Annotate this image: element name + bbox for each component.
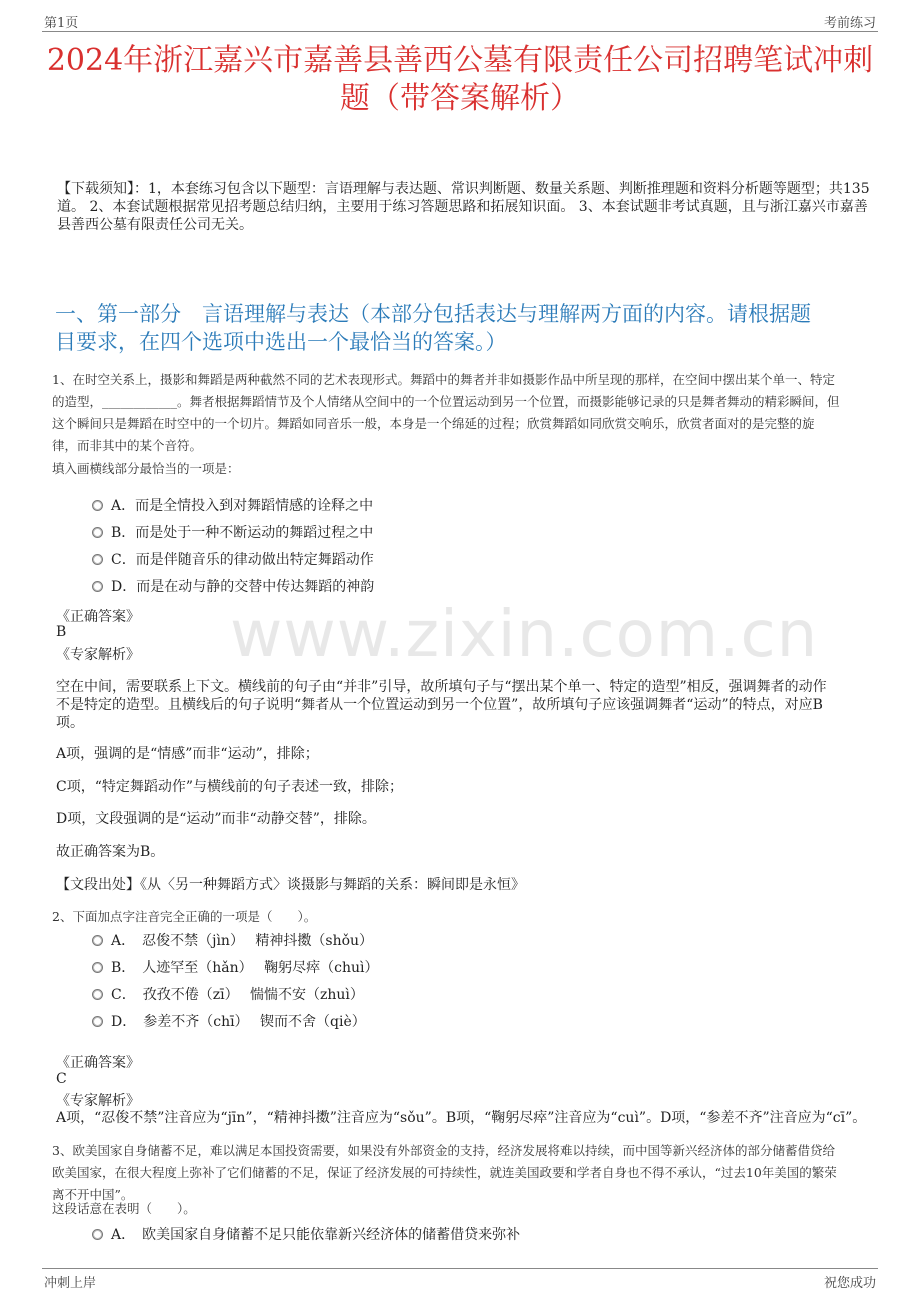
q1-option-a[interactable] [92, 495, 373, 515]
q1-stem-line-2: 的造型，____________。舞者根据舞蹈情节及个人情绪从空间中的一个位置运动到另一个位置，而摄影能够记录的只是舞者舞动的精彩瞬间，但 [52, 394, 840, 409]
q1-analysis-line-2: 不是特定的造型。且横线后的句子说明“舞者从一个位置运动到另一个位置”，故所填句子应该强调舞者“运动”的特点，对应B [56, 697, 823, 713]
q1-conclusion: 故正确答案为B。 [56, 844, 165, 860]
q1-option-a-label: A．而是全情投入到对舞蹈情感的诠释之中 [111, 498, 374, 514]
q1-stem [52, 369, 872, 457]
q1-option-c-label: C．而是伴随音乐的律动做出特定舞蹈动作 [111, 552, 374, 568]
q3-stem-line-1: 3、欧美国家自身储蓄不足，难以满足本国投资需要，如果没有外部资金的支持，经济发展将难以持续，而中国等新兴经济体的部分储蓄借贷给 [52, 1143, 835, 1158]
footer-right: 祝您成功 [823, 1276, 876, 1291]
footer-left: 冲刺上岸 [44, 1276, 97, 1291]
title-line-2: 题（带答案解析） [340, 81, 580, 116]
section-heading [55, 300, 870, 356]
radio-icon[interactable] [92, 935, 103, 946]
q3-prompt: 这段话意在表明（ ）。 [52, 1201, 196, 1216]
q2-option-b-label: B． 人迹罕至（hǎn） 鞠躬尽瘁（chuì） [111, 960, 379, 976]
q1-source: 【文段出处】《从〈另一种舞蹈方式〉谈摄影与舞蹈的关系：瞬间即是永恒》 [56, 877, 525, 893]
footer-divider [42, 1268, 878, 1269]
radio-icon[interactable] [92, 527, 103, 538]
q2-stem: 2、下面加点字注音完全正确的一项是（ ）。 [52, 909, 317, 924]
q1-analysis [56, 678, 871, 732]
page-title [40, 42, 880, 118]
q3-option-a[interactable] [92, 1224, 520, 1244]
title-line-1: 2024年浙江嘉兴市嘉善县善西公墓有限责任公司招聘笔试冲刺 [46, 43, 874, 78]
q2-analysis-tag: 《专家解析》 [56, 1093, 140, 1109]
q1-prompt: 填入画横线部分最恰当的一项是： [52, 461, 240, 476]
q2-analysis: A项，“忍俊不禁”注音应为“jīn”，“精神抖擞”注音应为“sǒu”。B项，“鞠躬尽瘁”注音应为“cuì”。D项，“参差不齐”注音应为“cī”。 [56, 1110, 867, 1126]
q1-answer: B [56, 624, 67, 640]
q2-option-d-label: D． 参差不齐（chī） 锲而不舍（qiè） [111, 1014, 366, 1030]
q1-option-d-label: D．而是在动与静的交替中传达舞蹈的神韵 [111, 579, 375, 595]
q1-analysis-a: A项，强调的是“情感”而非“运动”，排除； [56, 746, 319, 762]
q1-option-b-label: B．而是处于一种不断运动的舞蹈过程之中 [111, 525, 374, 541]
section-heading-line-2: 目要求，在四个选项中选出一个最恰当的答案。） [55, 330, 507, 354]
q1-stem-line-1: 1、在时空关系上，摄影和舞蹈是两种截然不同的艺术表现形式。舞蹈中的舞者并非如摄影作品中所呈现的那样，在空间中摆出某个单一、特定 [52, 372, 835, 387]
q1-analysis-d: D项，文段强调的是“运动”而非“动静交替”，排除。 [56, 811, 376, 827]
radio-icon[interactable] [92, 581, 103, 592]
radio-icon[interactable] [92, 1229, 103, 1240]
header-divider [42, 31, 878, 32]
q2-option-d[interactable] [92, 1011, 366, 1031]
header-label: 考前练习 [823, 16, 876, 31]
q3-stem [52, 1140, 872, 1206]
page-number: 第1页 [44, 16, 79, 31]
q1-option-c[interactable] [92, 549, 374, 569]
download-notice: 【下载须知】：1，本套练习包含以下题型：言语理解与表达题、常识判断题、数量关系题、判断推理题和资料分析题等题型；共135道。 2、本套试题根据常见招考题总结归纳，主要用于练习答题思路和拓展知识面。 3、本套试题非考试真题，且与浙江嘉兴市嘉善县善西公墓有限责任公司无关。 [57, 181, 870, 233]
q3-stem-line-3: 离不开中国”。 [52, 1187, 134, 1202]
q2-answer: C [56, 1071, 67, 1087]
q1-analysis-tag: 《专家解析》 [56, 647, 140, 663]
radio-icon[interactable] [92, 989, 103, 1000]
q2-answer-tag: 《正确答案》 [56, 1055, 140, 1071]
watermark: www.zixin.com.cn [230, 598, 819, 672]
q1-option-b[interactable] [92, 522, 373, 542]
q2-option-c[interactable] [92, 984, 364, 1004]
radio-icon[interactable] [92, 1016, 103, 1027]
q3-option-a-label: A． 欧美国家自身储蓄不足只能依靠新兴经济体的储蓄借贷来弥补 [111, 1227, 521, 1243]
q1-answer-tag: 《正确答案》 [56, 609, 140, 625]
q1-analysis-c: C项，“特定舞蹈动作”与横线前的句子表述一致，排除； [56, 779, 404, 795]
q2-option-b[interactable] [92, 957, 378, 977]
q2-option-a[interactable] [92, 930, 373, 950]
q1-analysis-line-1: 空在中间，需要联系上下文。横线前的句子由“并非”引导，故所填句子与“摆出某个单一、特定的造型”相反，强调舞者的动作 [56, 679, 827, 695]
radio-icon[interactable] [92, 554, 103, 565]
q1-analysis-line-3: 项。 [56, 715, 84, 731]
q2-option-a-label: A． 忍俊不禁（jìn） 精神抖擞（shǒu） [111, 933, 374, 949]
q1-stem-line-3: 这个瞬间只是舞蹈在时空中的一个切片。舞蹈如同音乐一般，本身是一个绵延的过程；欣赏舞蹈如同欣赏交响乐，欣赏者面对的是完整的旋 [52, 416, 815, 431]
q3-stem-line-2: 欧美国家，在很大程度上弥补了它们储蓄的不足，保证了经济发展的可持续性，就连美国政要和学者自身也不得不承认，“过去10年美国的繁荣 [52, 1165, 837, 1180]
radio-icon[interactable] [92, 962, 103, 973]
radio-icon[interactable] [92, 500, 103, 511]
q2-option-c-label: C． 孜孜不倦（zī） 惴惴不安（zhuì） [111, 987, 364, 1003]
section-heading-line-1: 一、第一部分 言语理解与表达（本部分包括表达与理解两方面的内容。请根据题 [55, 302, 811, 326]
q1-stem-line-4: 律，而非其中的某个音符。 [52, 438, 203, 453]
q1-option-d[interactable] [92, 576, 374, 596]
